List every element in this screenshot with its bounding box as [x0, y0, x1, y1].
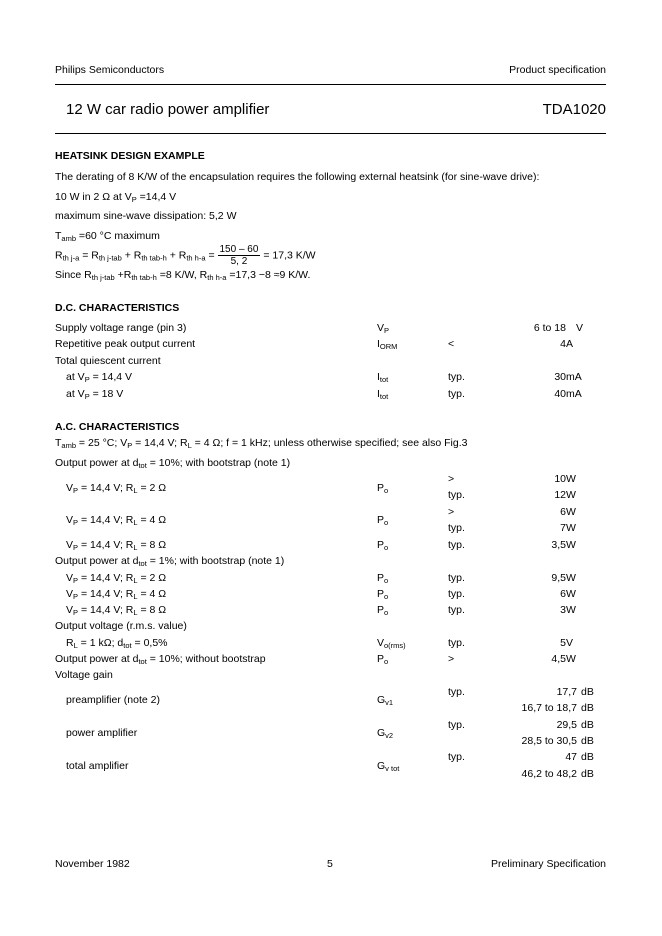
dc-heading: D.C. CHARACTERISTICS [55, 302, 180, 314]
heatsink-since: Since $R_{th j-tab} +R_{th tab-h} =8$ K/W, $R_{th h-a} =17,3 -8 \approx 9$ K/W. [55, 269, 311, 282]
heatsink-line3: $T_{amb} =60$ °C maximum [55, 230, 160, 243]
ac-heading: A.C. CHARACTERISTICS [55, 421, 180, 433]
heatsink-heading: HEATSINK DESIGN EXAMPLE [55, 150, 205, 162]
footer-status: Preliminary Specification [491, 858, 606, 870]
heatsink-line1: 10 W in 2 Ω at $V_P =14,4$ V [55, 191, 177, 204]
page-number: 5 [327, 858, 333, 870]
heatsink-line2: maximum sine-wave dissipation: 5,2 W [55, 210, 237, 222]
heatsink-intro: The derating of 8 K/W of the encapsulation requires the following external heatsink (for sine-wave drive): [55, 171, 540, 183]
equation-fraction: $\frac{150 - 60}{5, 2}$ [219, 244, 259, 267]
ac-vout-heading: Output voltage (r.m.s. value) [55, 620, 187, 632]
ac-p10-heading: Output power at $d_{tot} = 10\%$; with bootstrap (note 1) [55, 457, 291, 470]
heatsink-equation: $R_{th j-a} = R_{th j-tab} + R_{th tab-h} + R_{th h-a}$ = $\frac{150 - 60}{5, 2}$ = 17,3 K/W [55, 244, 316, 267]
header-doc-type: Product specification [509, 64, 606, 76]
ac-p1-heading: Output power at $d_{tot} = 1\%$; with bootstrap (note 1) [55, 555, 285, 568]
page-title: 12 W car radio power amplifier [66, 101, 270, 118]
ac-gain-heading: Voltage gain [55, 669, 113, 681]
footer-date: November 1982 [55, 858, 130, 870]
dc-row-label: Total quiescent current [55, 355, 161, 367]
header-company: Philips Semiconductors [55, 64, 165, 76]
part-number: TDA1020 [542, 101, 606, 118]
ac-conditions: $T_{amb} = 25$ °C; $V_P = 14,4$ V; $R_L = 4$ Ω; f = 1 kHz; unless otherwise specified; see also Fig.3 [55, 437, 468, 450]
title-rule [55, 133, 606, 134]
header-rule [55, 84, 606, 85]
